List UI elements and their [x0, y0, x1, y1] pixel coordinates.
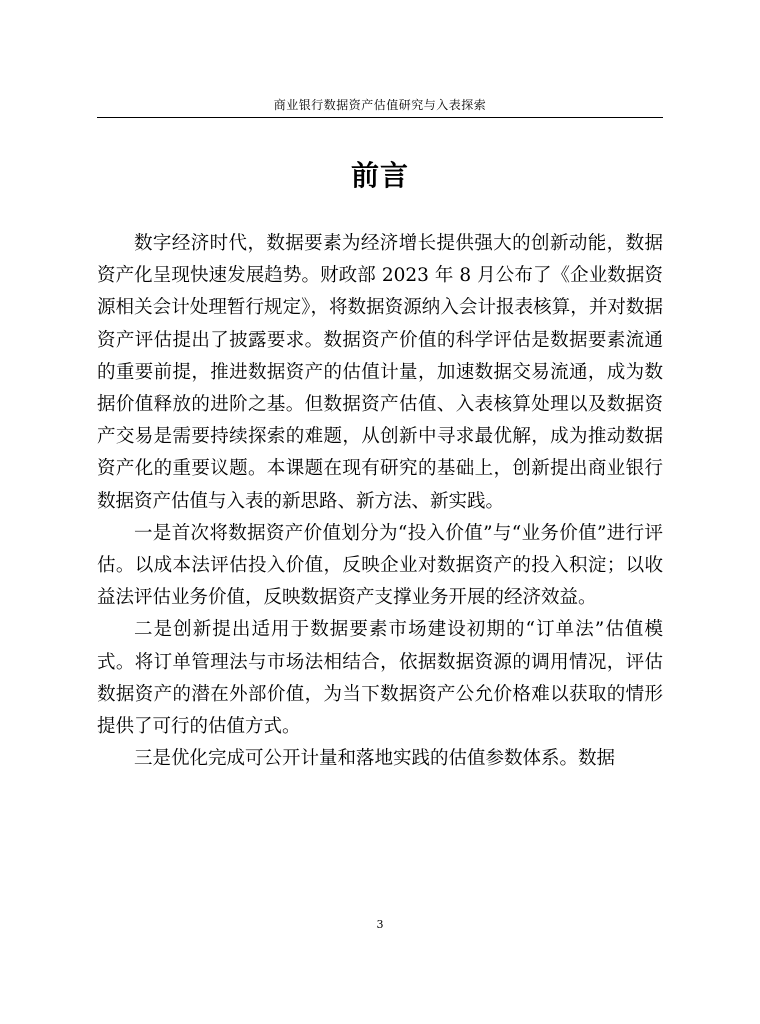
- paragraph-intro: 数字经济时代，数据要素为经济增长提供强大的创新动能，数据资产化呈现快速发展趋势。财政部 2023 年 8 月公布了《企业数据资源相关会计处理暂行规定》，将数据资源纳入会计报表核算，并对数据资产评估提出了披露要求。数据资产价值的科学评估是数据要素流通的重要前提，推进数据资产的估值计量，加速数据交易流通，成为数据价值释放的进阶之基。但数据资产估值、入表核算处理以及数据资产交易是需要持续探索的难题，从创新中寻求最优解，成为推动数据资产化的重要议题。本课题在现有研究的基础上，创新提出商业银行数据资产估值与入表的新思路、新方法、新实践。: [97, 233, 663, 512]
- paragraph-point-1: 一是首次将数据资产价值划分为“投入价值”与“业务价值”进行评估。以成本法评估投入价值，反映企业对数据资产的投入积淀；以收益法评估业务价值，反映数据资产支撑业务开展的经济效益。: [97, 522, 663, 609]
- page-number: 3: [376, 918, 384, 931]
- paragraph-point-3: 三是优化完成可公开计量和落地实践的估值参数体系。数据: [134, 748, 616, 770]
- page-title: 前言: [350, 159, 409, 192]
- running-header: 商业银行数据资产估值研究与入表探索: [273, 98, 487, 112]
- body-text: [97, 228, 663, 775]
- header-divider: [97, 117, 663, 118]
- paragraph-point-2: 二是创新提出适用于数据要素市场建设初期的“订单法”估值模式。将订单管理法与市场法相结合，依据数据资源的调用情况，评估数据资产的潜在外部价值，为当下数据资产公允价格难以获取的情形提供了可行的估值方式。: [97, 619, 663, 738]
